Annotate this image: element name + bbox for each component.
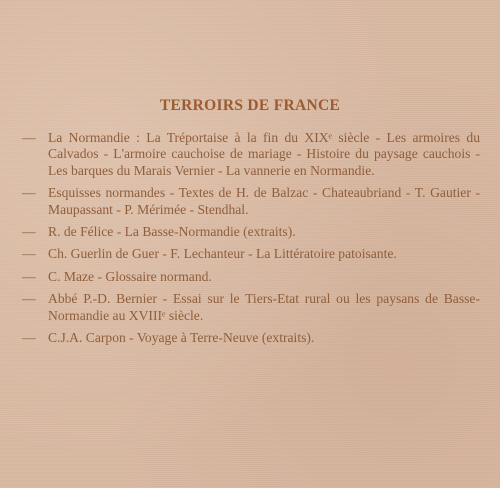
list-item-text: Esquisses normandes - Textes de H. de Balzac - Chateaubriand - T. Gautier - Maupassant - P. Mérimée - Stendhal. (48, 185, 480, 217)
list-item (22, 291, 480, 324)
list-item (22, 269, 480, 285)
list-item-text: La Normandie : La Tréportaise à la fin du XIXᵉ siècle - Les armoires du Calvados - L'armoire cauchoise de mariage - Histoire du paysage cauchois - Les barques du Marais Vernier - La vannerie en Normandie. (48, 130, 480, 178)
list-item (22, 330, 480, 346)
list-dash: — (22, 330, 36, 346)
list-item-text: C.J.A. Carpon - Voyage à Terre-Neuve (extraits). (48, 330, 315, 346)
list-dash: — (22, 185, 36, 201)
list-dash: — (22, 291, 36, 307)
list-item-text: C. Maze - Glossaire normand. (48, 268, 212, 284)
list-item (22, 224, 480, 240)
list-dash: — (22, 246, 36, 262)
list-dash: — (22, 268, 36, 284)
list-item (22, 246, 480, 262)
list-item-text: R. de Félice - La Basse-Normandie (extraits). (48, 224, 296, 240)
page-title: TERROIRS DE FRANCE (159, 97, 341, 114)
list-item-text: Abbé P.-D. Bernier - Essai sur le Tiers-Etat rural ou les paysans de Basse-Normandie au XVIIIᵉ siècle. (48, 291, 480, 323)
list-dash: — (22, 224, 36, 240)
list-item (22, 130, 480, 179)
contents-list (22, 130, 480, 352)
list-item (22, 185, 480, 218)
list-dash: — (22, 130, 36, 145)
list-item-text: Ch. Guerlin de Guer - F. Lechanteur - La Littératoire patoisante. (48, 246, 397, 262)
